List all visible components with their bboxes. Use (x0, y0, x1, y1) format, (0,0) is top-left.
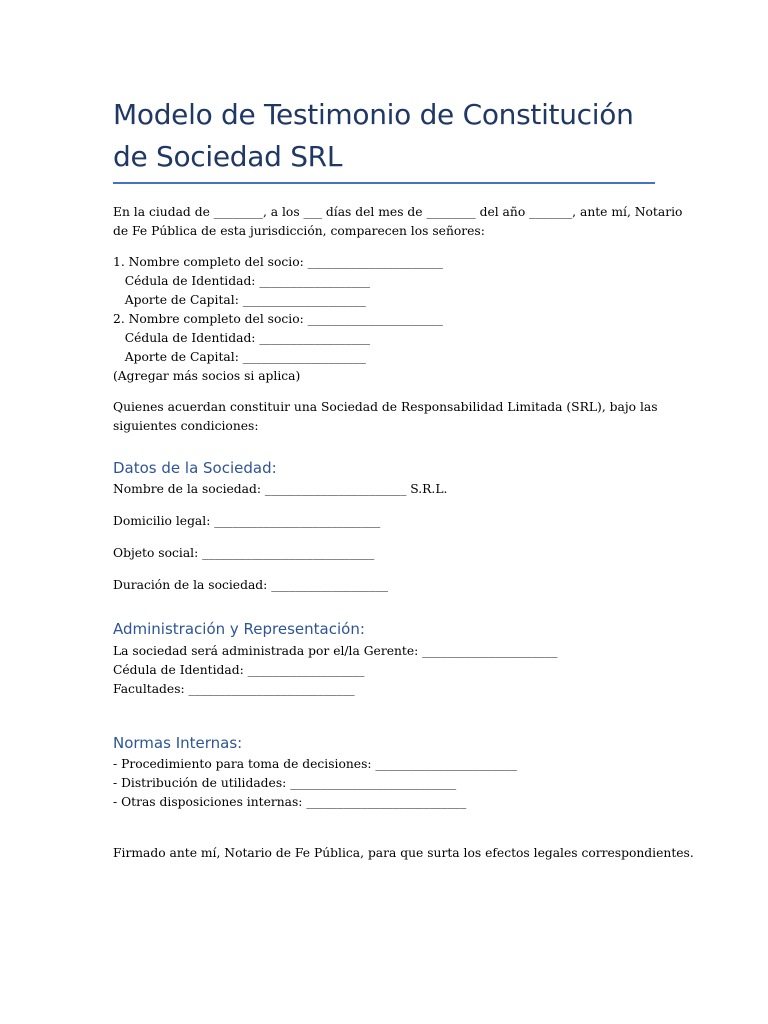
duracion-field: Duración de la sociedad: ___________________ (113, 578, 389, 592)
intro-line-2: de Fe Pública de esta jurisdicción, comparecen los señores: (113, 224, 485, 238)
document-title (113, 94, 658, 178)
socio-line: Cédula de Identidad: __________________ (113, 274, 371, 288)
cedula-gerente-field: Cédula de Identidad: ___________________ (113, 663, 365, 677)
administracion-section (113, 642, 658, 699)
socio-line: Aporte de Capital: ____________________ (113, 293, 366, 307)
domicilio-field: Domicilio legal: ___________________________ (113, 514, 381, 528)
section-heading-datos: Datos de la Sociedad: (113, 459, 277, 477)
title-line-1: Modelo de Testimonio de Constitución (113, 98, 634, 131)
socio-line: 2. Nombre completo del socio: ______________________ (113, 312, 443, 326)
title-line-2: de Sociedad SRL (113, 140, 343, 173)
socio-line: (Agregar más socios si aplica) (113, 369, 301, 383)
nombre-sociedad-field: Nombre de la sociedad: _______________________ S.R.L. (113, 482, 448, 496)
norma-item: - Otras disposiciones internas: __________________________ (113, 795, 467, 809)
norma-item: - Procedimiento para toma de decisiones: _______________________ (113, 757, 517, 771)
document-page (113, 94, 694, 863)
socio-line: Aporte de Capital: ____________________ (113, 350, 366, 364)
section-heading-normas: Normas Internas: (113, 734, 243, 752)
facultades-field: Facultades: ___________________________ (113, 682, 355, 696)
closing-statement: Firmado ante mí, Notario de Fe Pública, para que surta los efectos legales correspondientes. (113, 846, 694, 860)
datos-section (113, 480, 658, 595)
socio-line: 1. Nombre completo del socio: ______________________ (113, 255, 443, 269)
socios-list (113, 253, 658, 386)
acuerdo-paragraph (113, 398, 658, 436)
objeto-field: Objeto social: ____________________________ (113, 546, 375, 560)
title-underline (113, 182, 655, 184)
section-heading-administracion: Administración y Representación: (113, 620, 365, 638)
acuerdo-line-2: siguientes condiciones: (113, 419, 259, 433)
intro-paragraph (113, 203, 683, 241)
socio-line: Cédula de Identidad: __________________ (113, 331, 371, 345)
gerente-field: La sociedad será administrada por el/la Gerente: ______________________ (113, 644, 558, 658)
norma-item: - Distribución de utilidades: ___________________________ (113, 776, 457, 790)
acuerdo-line-1: Quienes acuerdan constituir una Sociedad de Responsabilidad Limitada (SRL), bajo las (113, 400, 658, 414)
normas-section (113, 755, 658, 812)
intro-line-1: En la ciudad de ________, a los ___ días del mes de ________ del año _______, ante mí, Notario (113, 205, 683, 219)
